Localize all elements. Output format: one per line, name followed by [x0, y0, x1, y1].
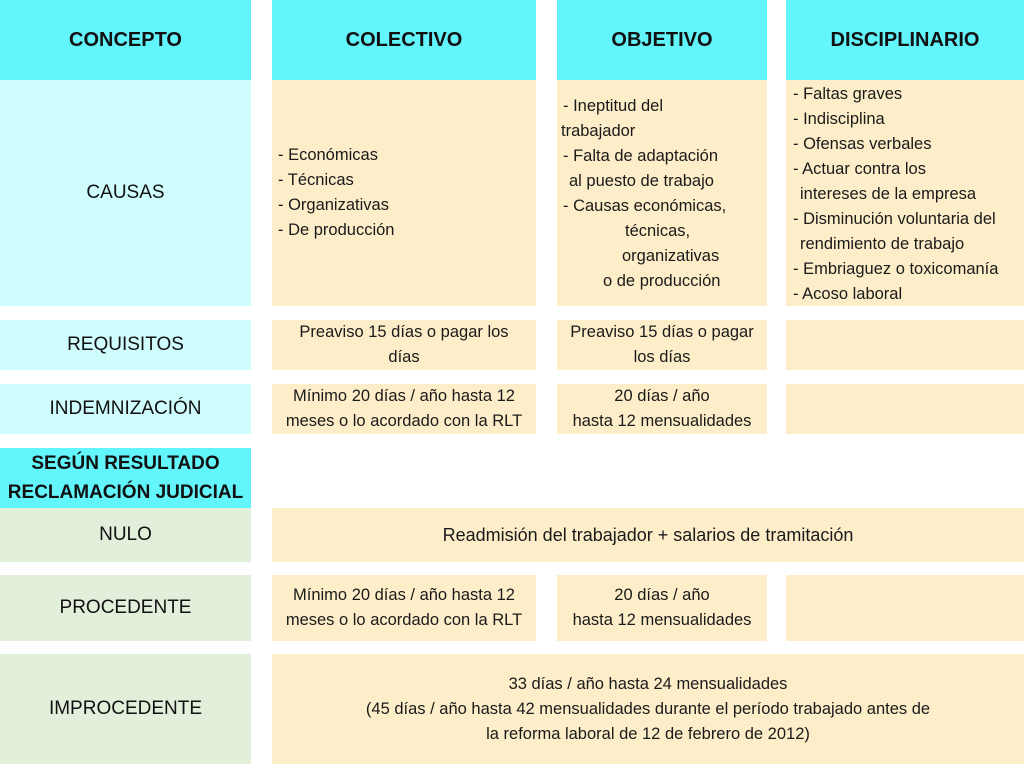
improcedente-todos [272, 654, 1024, 764]
cell-line: hasta 12 mensualidades [572, 611, 752, 629]
cell-line: (45 días / año hasta 42 mensualidades durante el período trabajado antes de [365, 699, 931, 718]
row-label-indemnizacion [0, 384, 251, 434]
causas-colectivo [272, 80, 536, 306]
list-item: - Faltas graves [793, 85, 903, 103]
section-header-resultado-judicial [0, 448, 251, 508]
header-objetivo [557, 0, 767, 80]
requisitos-disciplinario [786, 320, 1024, 370]
procedente-disciplinario [786, 575, 1024, 641]
section-header-line: SEGÚN RESULTADO [31, 453, 220, 474]
indemnizacion-disciplinario [786, 384, 1024, 434]
header-colectivo [272, 0, 536, 80]
cell-line: Readmisión del trabajador + salarios de tramitación [442, 524, 854, 545]
row-label-improcedente-text: IMPROCEDENTE [48, 698, 203, 719]
procedente-objetivo [557, 575, 767, 641]
list-item: - De producción [278, 221, 395, 239]
row-label-nulo-text: NULO [99, 524, 152, 545]
cell-line: la reforma laboral de 12 de febrero de 2012) [486, 724, 810, 743]
list-item: - Embriaguez o toxicomanía [793, 260, 999, 278]
cell-line: 20 días / año [614, 387, 710, 405]
list-item: rendimiento de trabajo [800, 235, 965, 253]
list-item: - Ineptitud del [563, 97, 663, 115]
cell-line: hasta 12 mensualidades [572, 412, 752, 430]
cell-line: 20 días / año [614, 586, 710, 604]
list-item: - Económicas [278, 146, 378, 164]
row-label-procedente-text: PROCEDENTE [59, 597, 192, 618]
header-concepto [0, 0, 251, 80]
cell-line: 33 días / año hasta 24 mensualidades [508, 674, 788, 693]
cell-line: Preaviso 15 días o pagar los [299, 323, 509, 341]
list-item: técnicas, [625, 222, 691, 240]
section-header-line: RECLAMACIÓN JUDICIAL [7, 482, 244, 503]
cell-line: días [388, 348, 420, 366]
row-label-requisitos [0, 320, 251, 370]
nulo-todos [272, 508, 1024, 562]
list-item: - Técnicas [278, 171, 354, 189]
header-objetivo-label: OBJETIVO [611, 28, 713, 51]
list-item: o de producción [603, 272, 721, 290]
list-item: - Disminución voluntaria del [793, 210, 996, 228]
header-colectivo-label: COLECTIVO [345, 28, 463, 51]
causas-objetivo [557, 80, 767, 306]
row-label-causas [0, 80, 251, 306]
row-label-indemnizacion-text: INDEMNIZACIÓN [49, 398, 202, 419]
cell-line: Mínimo 20 días / año hasta 12 [293, 387, 515, 405]
cell-line: meses o lo acordado con la RLT [285, 611, 523, 629]
requisitos-colectivo [272, 320, 536, 370]
list-item: organizativas [622, 247, 720, 265]
list-item: - Organizativas [278, 196, 389, 214]
indemnizacion-colectivo [272, 384, 536, 434]
indemnizacion-objetivo [557, 384, 767, 434]
cell-line: Mínimo 20 días / año hasta 12 [293, 586, 515, 604]
causas-disciplinario [786, 80, 1024, 306]
cell-line: meses o lo acordado con la RLT [285, 412, 523, 430]
list-item: - Causas económicas, [563, 197, 727, 215]
list-item: intereses de la empresa [800, 185, 977, 203]
requisitos-objetivo [557, 320, 767, 370]
header-disciplinario-label: DISCIPLINARIO [830, 28, 980, 51]
list-item: trabajador [561, 122, 636, 140]
procedente-colectivo [272, 575, 536, 641]
row-label-nulo [0, 508, 251, 562]
row-label-causas-text: CAUSAS [86, 182, 165, 203]
list-item: - Acoso laboral [793, 285, 903, 303]
list-item: al puesto de trabajo [569, 172, 714, 190]
row-label-improcedente [0, 654, 251, 764]
header-disciplinario [786, 0, 1024, 80]
row-label-procedente [0, 575, 251, 641]
list-item: - Actuar contra los [793, 160, 926, 178]
cell-line: Preaviso 15 días o pagar [570, 323, 754, 341]
row-label-requisitos-text: REQUISITOS [67, 334, 184, 355]
list-item: - Ofensas verbales [793, 135, 932, 153]
cell-line: los días [633, 348, 691, 366]
list-item: - Falta de adaptación [563, 147, 719, 165]
list-item: - Indisciplina [793, 110, 885, 128]
header-concepto-label: CONCEPTO [69, 28, 182, 51]
